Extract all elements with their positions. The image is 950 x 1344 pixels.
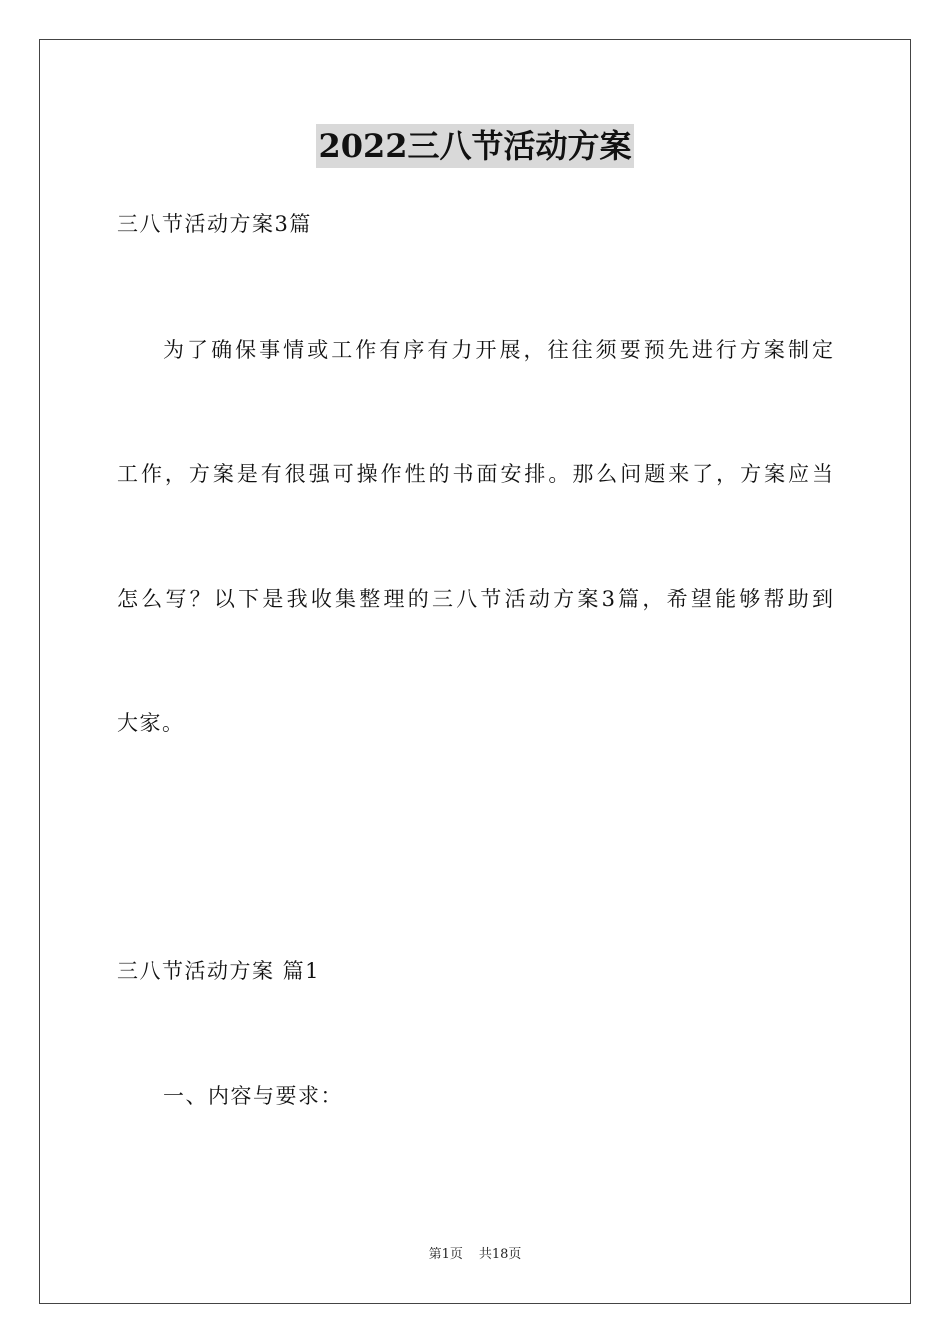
page-footer: [0, 1246, 950, 1264]
subtitle-line: 三八节活动方案3篇: [117, 212, 312, 236]
title-container: [0, 124, 950, 168]
page-total: 共18页: [478, 1247, 522, 1262]
document-title: 2022三八节活动方案: [316, 124, 633, 168]
section-heading: 三八节活动方案 篇1: [117, 959, 321, 983]
intro-paragraph-line-3: 怎么写？以下是我收集整理的三八节活动方案3篇，希望能够帮助到: [117, 587, 833, 611]
subsection-heading: 一、内容与要求：: [163, 1084, 343, 1108]
intro-paragraph-line-2: 工作，方案是有很强可操作性的书面安排。那么问题来了，方案应当: [117, 462, 833, 486]
intro-paragraph-line-1: 为了确保事情或工作有序有力开展，往往须要预先进行方案制定: [163, 338, 833, 362]
intro-paragraph-line-4: 大家。: [117, 711, 185, 735]
page-number: 第1页: [428, 1247, 463, 1262]
